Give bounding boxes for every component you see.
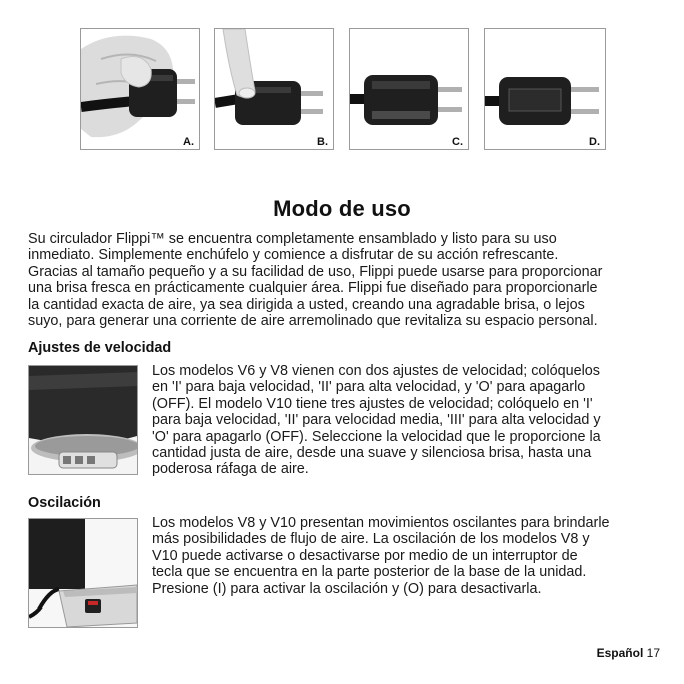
intro-line: la cantidad exacta de aire, ya sea dirigida a usted, creando una agradable brisa, o lejos (28, 296, 585, 313)
plug-side-view-image (350, 29, 468, 149)
page-footer (597, 646, 660, 660)
speed-line: cantidad justa de aire, desde una suave y silenciosa brisa, hasta una (152, 445, 592, 462)
footer-language: Español (596, 646, 644, 660)
speed-line: poderosa ráfaga de aire. (152, 461, 309, 478)
photo-label: D. (589, 136, 600, 148)
oscillation-line: más posibilidades de flujo de aire. La oscilación de los modelos V8 y (152, 531, 590, 548)
speed-line: 'O' para apagarlo (OFF). Seleccione la velocidad que le proporcione la (152, 428, 601, 445)
plug-photo-a (80, 28, 200, 150)
hand-holding-plug-image (81, 29, 199, 149)
oscillation-line: Presione (I) para activar la oscilación y (O) para desactivarla. (152, 580, 542, 597)
plug-photo-d (484, 28, 606, 150)
speed-line: Los modelos V6 y V8 vienen con dos ajustes de velocidad; colóquelos (152, 363, 600, 379)
intro-line: inmediato. Simplemente enchúfelo y comience a disfrutar de su acción refrescante. (28, 247, 559, 264)
oscillation-section-heading: Oscilación (28, 495, 101, 511)
page-number: 17 (646, 646, 660, 660)
photo-label: A. (183, 136, 194, 148)
speed-line: para baja velocidad, 'II' para velocidad media, 'III' para alta velocidad y (152, 412, 601, 429)
page-title: Modo de uso (273, 196, 411, 221)
finger-pressing-plug-image (215, 29, 333, 149)
intro-paragraph (28, 231, 668, 329)
speed-section-text (152, 363, 672, 478)
oscillation-switch-image (29, 519, 137, 627)
oscillation-line: Los modelos V8 y V10 presentan movimientos oscilantes para brindarle (152, 515, 610, 531)
photo-label: C. (452, 136, 463, 148)
plug-rotated-view-image (485, 29, 605, 149)
intro-line: una brisa fresca en prácticamente cualquier área. Flippi fue diseñado para proporcionarle (28, 280, 598, 297)
plug-photo-b (214, 28, 334, 150)
plug-photo-c (349, 28, 469, 150)
speed-dial-photo (28, 365, 138, 475)
intro-line: Su circulador Flippi™ se encuentra completamente ensamblado y listo para su uso (28, 231, 557, 247)
speed-line: (OFF). El modelo V10 tiene tres ajustes de velocidad; colóquelo en 'I' (152, 395, 593, 412)
photo-label: B. (317, 136, 328, 148)
oscillation-switch-photo (28, 518, 138, 628)
oscillation-section-text (152, 515, 672, 597)
oscillation-line: tecla que se encuentra en la parte posterior de la base de la unidad. (152, 564, 587, 581)
oscillation-line: V10 puede activarse o desactivarse por medio de un interruptor de (152, 547, 578, 564)
speed-line: en 'I' para baja velocidad, 'II' para alta velocidad, y 'O' para apagarlo (152, 379, 586, 396)
speed-section-heading: Ajustes de velocidad (28, 340, 172, 356)
intro-line: suyo, para generar una corriente de aire arremolinado que revitaliza su espacio personal. (28, 313, 598, 330)
intro-line: Gracias al tamaño pequeño y a su facilidad de uso, Flippi puede usarse para proporcionar (28, 263, 603, 280)
fan-speed-dial-image (29, 366, 137, 474)
